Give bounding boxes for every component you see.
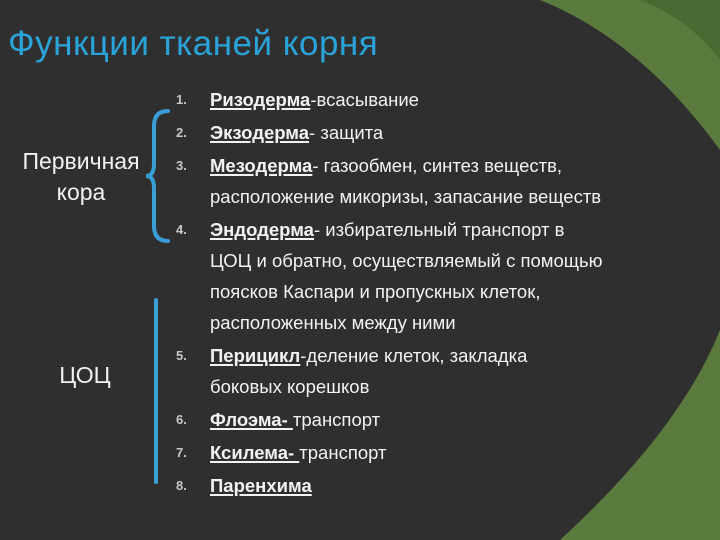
list-item-number: 2. [176,125,187,140]
list-item [168,404,716,435]
tissue-function-text: -всасывание [310,89,419,110]
tissue-term: Экзодерма [210,122,310,143]
central-cylinder-label: ЦОЦ [59,362,111,388]
list-item-number: 1. [176,92,187,107]
primary-cortex-label [6,146,156,208]
tissue-function-text: транспорт [292,409,381,430]
tissue-function-text: транспорт [299,442,387,463]
list-item-number: 3. [176,158,187,173]
list-item-number: 6. [176,412,187,427]
primary-cortex-label-line2: кора [56,179,106,205]
tissue-term: Мезодерма [210,155,313,176]
list-item [168,470,716,501]
tissue-function-list [168,84,716,501]
tissue-term: Паренхима [210,475,312,496]
tissue-function-text: поясков Каспари и пропускных клеток, [210,281,541,302]
tissue-function-text: расположение микоризы, запасание веществ [210,186,602,207]
tissue-term: Эндодерма [210,219,314,240]
list-item-number: 7. [176,445,187,460]
list-item-number: 4. [176,222,187,237]
list-item [168,340,716,402]
tissue-term: Ризодерма [210,89,311,110]
list-item [168,117,716,148]
list-item [168,437,716,468]
list-item-number: 5. [176,348,187,363]
tissue-function-text: боковых корешков [210,376,370,397]
tissue-term: Флоэма- [210,409,293,430]
central-cylinder-bracket [150,296,162,486]
list-item [168,84,716,115]
slide-title: Функции тканей корня [8,24,379,63]
tissue-function-text: - газообмен, синтез веществ, [312,155,563,176]
tissue-term: Ксилема- [210,442,300,463]
list-item [168,214,716,338]
primary-cortex-label-line1: Первичная [22,148,140,174]
tissue-function-text: - защита [309,122,384,143]
tissue-term: Перицикл [210,345,301,366]
tissue-function-text: ЦОЦ и обратно, осуществляемый с помощью [210,250,603,271]
tissue-function-text: расположенных между ними [210,312,456,333]
list-item [168,150,716,212]
tissue-function-text: -деление клеток, закладка [300,345,528,366]
list-item-number: 8. [176,478,187,493]
tissue-function-text: - избирательный транспорт в [313,219,565,240]
